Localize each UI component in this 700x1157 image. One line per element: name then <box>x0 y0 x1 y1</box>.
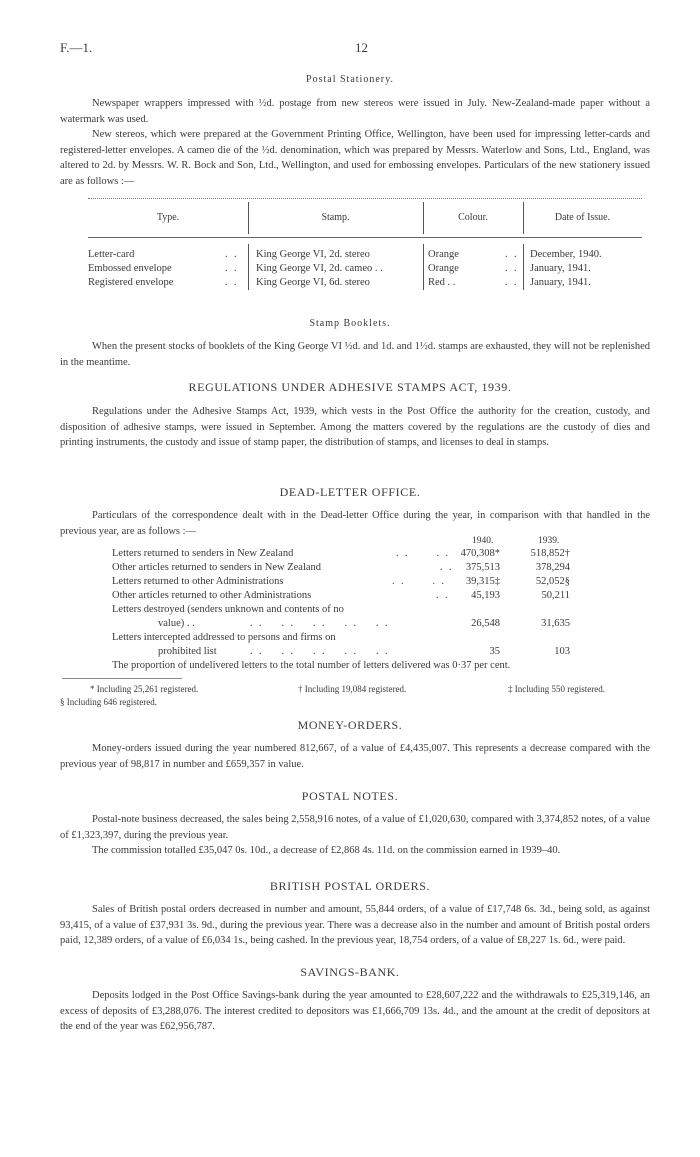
table-cell: Embossed envelope <box>88 263 172 274</box>
leader-dots: . . <box>440 562 454 573</box>
postal-stationery-para-2: New stereos, which were prepared at the Government Printing Office, Wellington, have been used for impressing letter-cards and registered-letter envelopes. A cameo die of the ½d. denomination, which was prepared by Messrs. Waterlow and Sons, Ltd., England, was altered to 2d. by Messrs. W. R. Bock and Son, Ltd., Wellington, and used for embossing envelopes. Particulars of the new stationery issued are as follows :— <box>60 129 650 187</box>
dead-letter-heading: DEAD-LETTER OFFICE. <box>279 485 421 499</box>
section-code: F.—1. <box>60 40 93 55</box>
table-cell: Orange <box>428 263 459 274</box>
table-divider <box>423 244 424 290</box>
row-label: Letters intercepted addressed to persons and firms on <box>112 632 336 643</box>
table-divider <box>248 244 249 290</box>
footnote-star: * Including 25,261 registered. <box>90 684 199 694</box>
leader-dots: . . <box>225 277 239 288</box>
table-cell: January, 1941. <box>530 277 591 288</box>
stamp-booklets-heading: Stamp Booklets. <box>309 318 391 329</box>
value-1939: 31,635 <box>541 618 570 629</box>
value-1940: 470,308* <box>460 548 500 559</box>
table-cell: Registered envelope <box>88 277 174 288</box>
footnote-dagger: † Including 19,084 registered. <box>298 684 407 694</box>
row-label-continued: value) . . <box>158 618 195 629</box>
leader-dots: . . <box>225 263 239 274</box>
table-cell: King George VI, 6d. stereo <box>256 277 370 288</box>
value-1939: 50,211 <box>541 590 570 601</box>
leader-dots: . . . . . . . . . . <box>250 618 390 629</box>
row-label: Letters returned to senders in New Zealand <box>112 548 294 559</box>
table-header-stamp: Stamp. <box>321 212 350 223</box>
value-1939: 378,294 <box>535 562 570 573</box>
proportion-text: The proportion of undelivered letters to the total number of letters delivered was 0·37 per cent. <box>112 660 511 671</box>
value-1940: 26,548 <box>471 618 500 629</box>
row-label: Letters returned to other Administrations <box>112 576 284 587</box>
table-cell: King George VI, 2d. stereo <box>256 249 370 260</box>
row-label: Other articles returned to senders in New Zealand <box>112 562 322 573</box>
table-divider <box>523 202 524 234</box>
leader-dots: . . . . . . . . . . <box>250 646 390 657</box>
column-1940-header: 1940. <box>472 536 494 546</box>
stamp-booklets-text: When the present stocks of booklets of the King George VI ½d. and 1d. and 1½d. stamps are exhausted, they will not be replenished in the meantime. <box>60 341 650 368</box>
table-divider <box>423 202 424 234</box>
table-cell: January, 1941. <box>530 263 591 274</box>
value-1940: 45,193 <box>471 590 500 601</box>
value-1940: 35 <box>489 646 500 657</box>
row-label: Letters destroyed (senders unknown and contents of no <box>112 604 344 615</box>
value-1939: 518,852† <box>530 548 570 559</box>
value-1939: 103 <box>554 646 570 657</box>
table-header-date: Date of Issue. <box>554 212 611 223</box>
british-postal-orders-text: Sales of British postal orders decreased in number and amount, 55,844 orders, of a value of £17,748 6s. 3d., being sold, as against 93,415, of a value of £37,931 3s. 9d., during the previous year. There was a decrease also in the number and amount of British postal orders paid, 12,389 orders, of a value of £6,034 1s., being cashed. In the previous year, 18,754 orders, of a value of £8,227 1s. 6d., were paid. <box>60 904 650 946</box>
table-header-rule <box>88 237 642 238</box>
table-cell: December, 1940. <box>530 249 602 260</box>
regulations-text: Regulations under the Adhesive Stamps Act, 1939, which vests in the Post Office the authority for the creation, custody, and disposition of adhesive stamps, were issued in September. Among the matters covered by the regulations are the custody of dies and printing instruments, the custody and issue of stamp paper, the distribution of stamps, and licenses to deal in stamps. <box>60 406 650 448</box>
row-label: Other articles returned to other Administrations <box>112 590 312 601</box>
row-label-continued: prohibited list <box>158 646 217 657</box>
footnote-rule <box>62 678 182 679</box>
table-divider <box>523 244 524 290</box>
leader-dots: . . <box>225 249 239 260</box>
british-postal-orders-heading: BRITISH POSTAL ORDERS. <box>269 879 431 893</box>
leader-dots: . . . . <box>392 576 446 587</box>
savings-bank-text: Deposits lodged in the Post Office Savings-bank during the year amounted to £28,607,222 and the withdrawals to £25,319,146, an excess of deposits of £3,288,076. The interest credited to depositors was £1,666,709 13s. 4d., and the amount at the credit of depositors at the end of the year was £62,956,787. <box>60 990 650 1032</box>
leader-dots: . . <box>505 263 519 274</box>
postal-notes-para-1: Postal-note business decreased, the sales being 2,558,916 notes, of a value of £1,020,630, compared with 3,374,852 notes, of a value of £1,323,397, during the previous year. <box>60 814 650 841</box>
page-number: 12 <box>355 40 368 55</box>
table-divider <box>248 202 249 234</box>
postal-notes-para-2: The commission totalled £35,047 0s. 10d., a decrease of £2,868 4s. 11d. on the commission earned in 1939–40. <box>92 845 561 856</box>
value-1940: 39,315‡ <box>465 576 500 587</box>
savings-bank-heading: SAVINGS-BANK. <box>300 965 400 979</box>
table-cell: Orange <box>428 249 459 260</box>
table-header-type: Type. <box>156 212 180 223</box>
dead-letter-intro: Particulars of the correspondence dealt with in the Dead-letter Office during the year, in comparison with that handled in the previous year, are as follows :— <box>60 510 650 537</box>
postal-notes-heading: POSTAL NOTES. <box>301 789 399 803</box>
footnote-double-dagger: ‡ Including 550 registered. <box>508 684 605 694</box>
table-cell: King George VI, 2d. cameo . . <box>256 263 383 274</box>
value-1940: 375,513 <box>465 562 500 573</box>
money-orders-heading: MONEY-ORDERS. <box>297 718 403 732</box>
postal-stationery-para-1: Newspaper wrappers impressed with ½d. postage from new stereos were issued in July. New-Zealand-made paper without a watermark was used. <box>60 98 650 125</box>
money-orders-text: Money-orders issued during the year numbered 812,667, of a value of £4,435,007. This represents a decrease compared with the previous year of 98,817 in number and £659,357 in value. <box>60 743 650 770</box>
column-1939-header: 1939. <box>538 536 560 546</box>
postal-stationery-heading: Postal Stationery. <box>306 74 394 85</box>
table-header-colour: Colour. <box>458 212 488 223</box>
footnote-section: § Including 646 registered. <box>60 697 157 707</box>
table-cell: Letter-card <box>88 249 135 260</box>
value-1939: 52,052§ <box>535 576 570 587</box>
leader-dots: . . <box>505 249 519 260</box>
table-cell: Red . . <box>428 277 456 288</box>
leader-dots: . . . . <box>396 548 450 559</box>
regulations-heading: REGULATIONS UNDER ADHESIVE STAMPS ACT, 1939. <box>188 380 512 394</box>
leader-dots: . . <box>436 590 450 601</box>
leader-dots: . . <box>505 277 519 288</box>
